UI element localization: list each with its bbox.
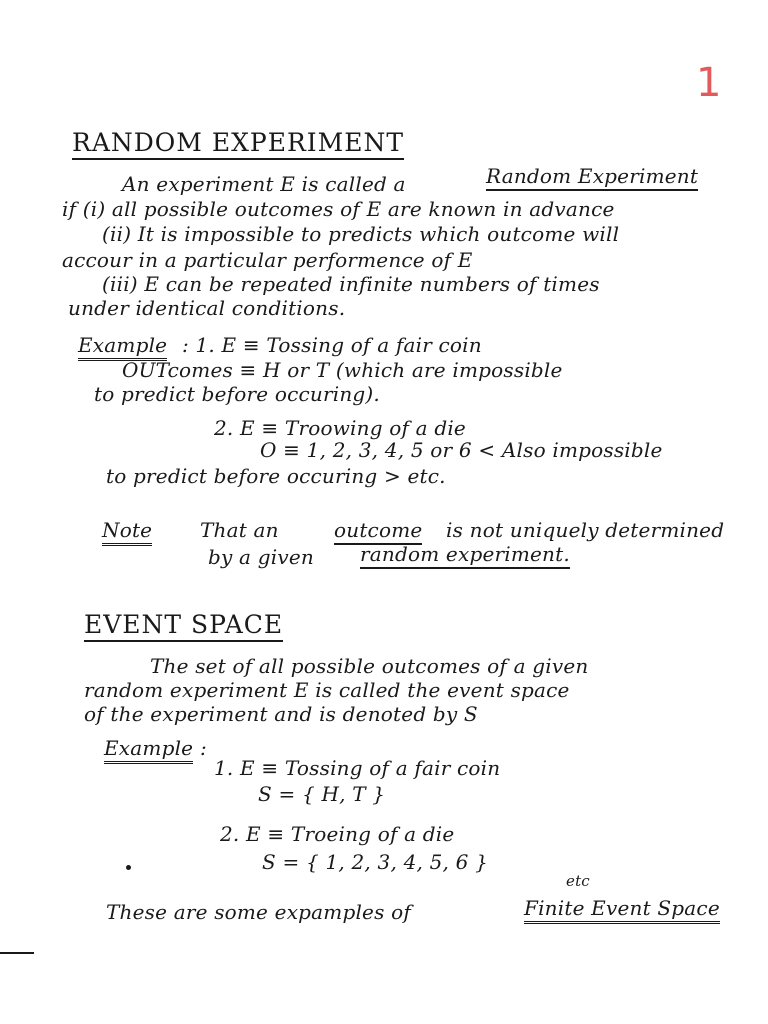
text-line: under identical conditions. [68, 296, 346, 320]
text-line: random experiment E is called the event space [84, 678, 570, 702]
text-line: (iii) E can be repeated infinite numbers of times [102, 272, 600, 296]
example-line: : 1. E ≡ Tossing of a fair coin [182, 333, 482, 357]
text-line: An experiment E is called a [122, 172, 406, 196]
example-line: 2. E ≡ Troowing of a die [214, 416, 466, 440]
example-label: Example [104, 736, 193, 764]
heading-event-space: EVENT SPACE [84, 610, 283, 642]
text-line: These are some expamples of [106, 900, 411, 924]
text-line: accour in a particular performence of E [62, 248, 473, 272]
heading-random-experiment: RANDOM EXPERIMENT [72, 128, 404, 160]
page-edge-line [0, 952, 34, 954]
text-line: if (i) all possible outcomes of E are known in advance [62, 197, 615, 221]
example-line: to predict before occuring). [94, 382, 380, 406]
term-random-experiment-note: random experiment. [360, 542, 570, 569]
ink-dot [126, 865, 131, 870]
note-label: Note [102, 518, 152, 546]
example-line: 1. E ≡ Tossing of a fair coin [214, 756, 501, 780]
text-line: (ii) It is impossible to predicts which outcome will [102, 222, 620, 246]
etc-label: etc [566, 872, 590, 890]
note-line: That an [200, 518, 279, 542]
note-line: by a given [208, 545, 314, 569]
note-line: is not uniquely determined [446, 518, 725, 542]
example-set: S = { 1, 2, 3, 4, 5, 6 } [262, 850, 489, 874]
term-finite-event-space: Finite Event Space [524, 896, 720, 924]
example-line: to predict before occuring > etc. [106, 464, 446, 488]
example-set: S = { H, T } [258, 782, 386, 806]
term-outcome: outcome [334, 518, 422, 545]
example-label: Example [78, 333, 167, 361]
page-number: 1 [696, 60, 722, 106]
example-colon: : [200, 736, 207, 760]
example-line: 2. E ≡ Troeing of a die [220, 822, 455, 846]
example-line: OUTcomes ≡ H or T (which are impossible [122, 358, 563, 382]
term-random-experiment: Random Experiment [486, 164, 698, 191]
example-line: O ≡ 1, 2, 3, 4, 5 or 6 < Also impossible [260, 438, 663, 462]
text-line: The set of all possible outcomes of a given [150, 654, 589, 678]
text-line: of the experiment and is denoted by S [84, 702, 478, 726]
